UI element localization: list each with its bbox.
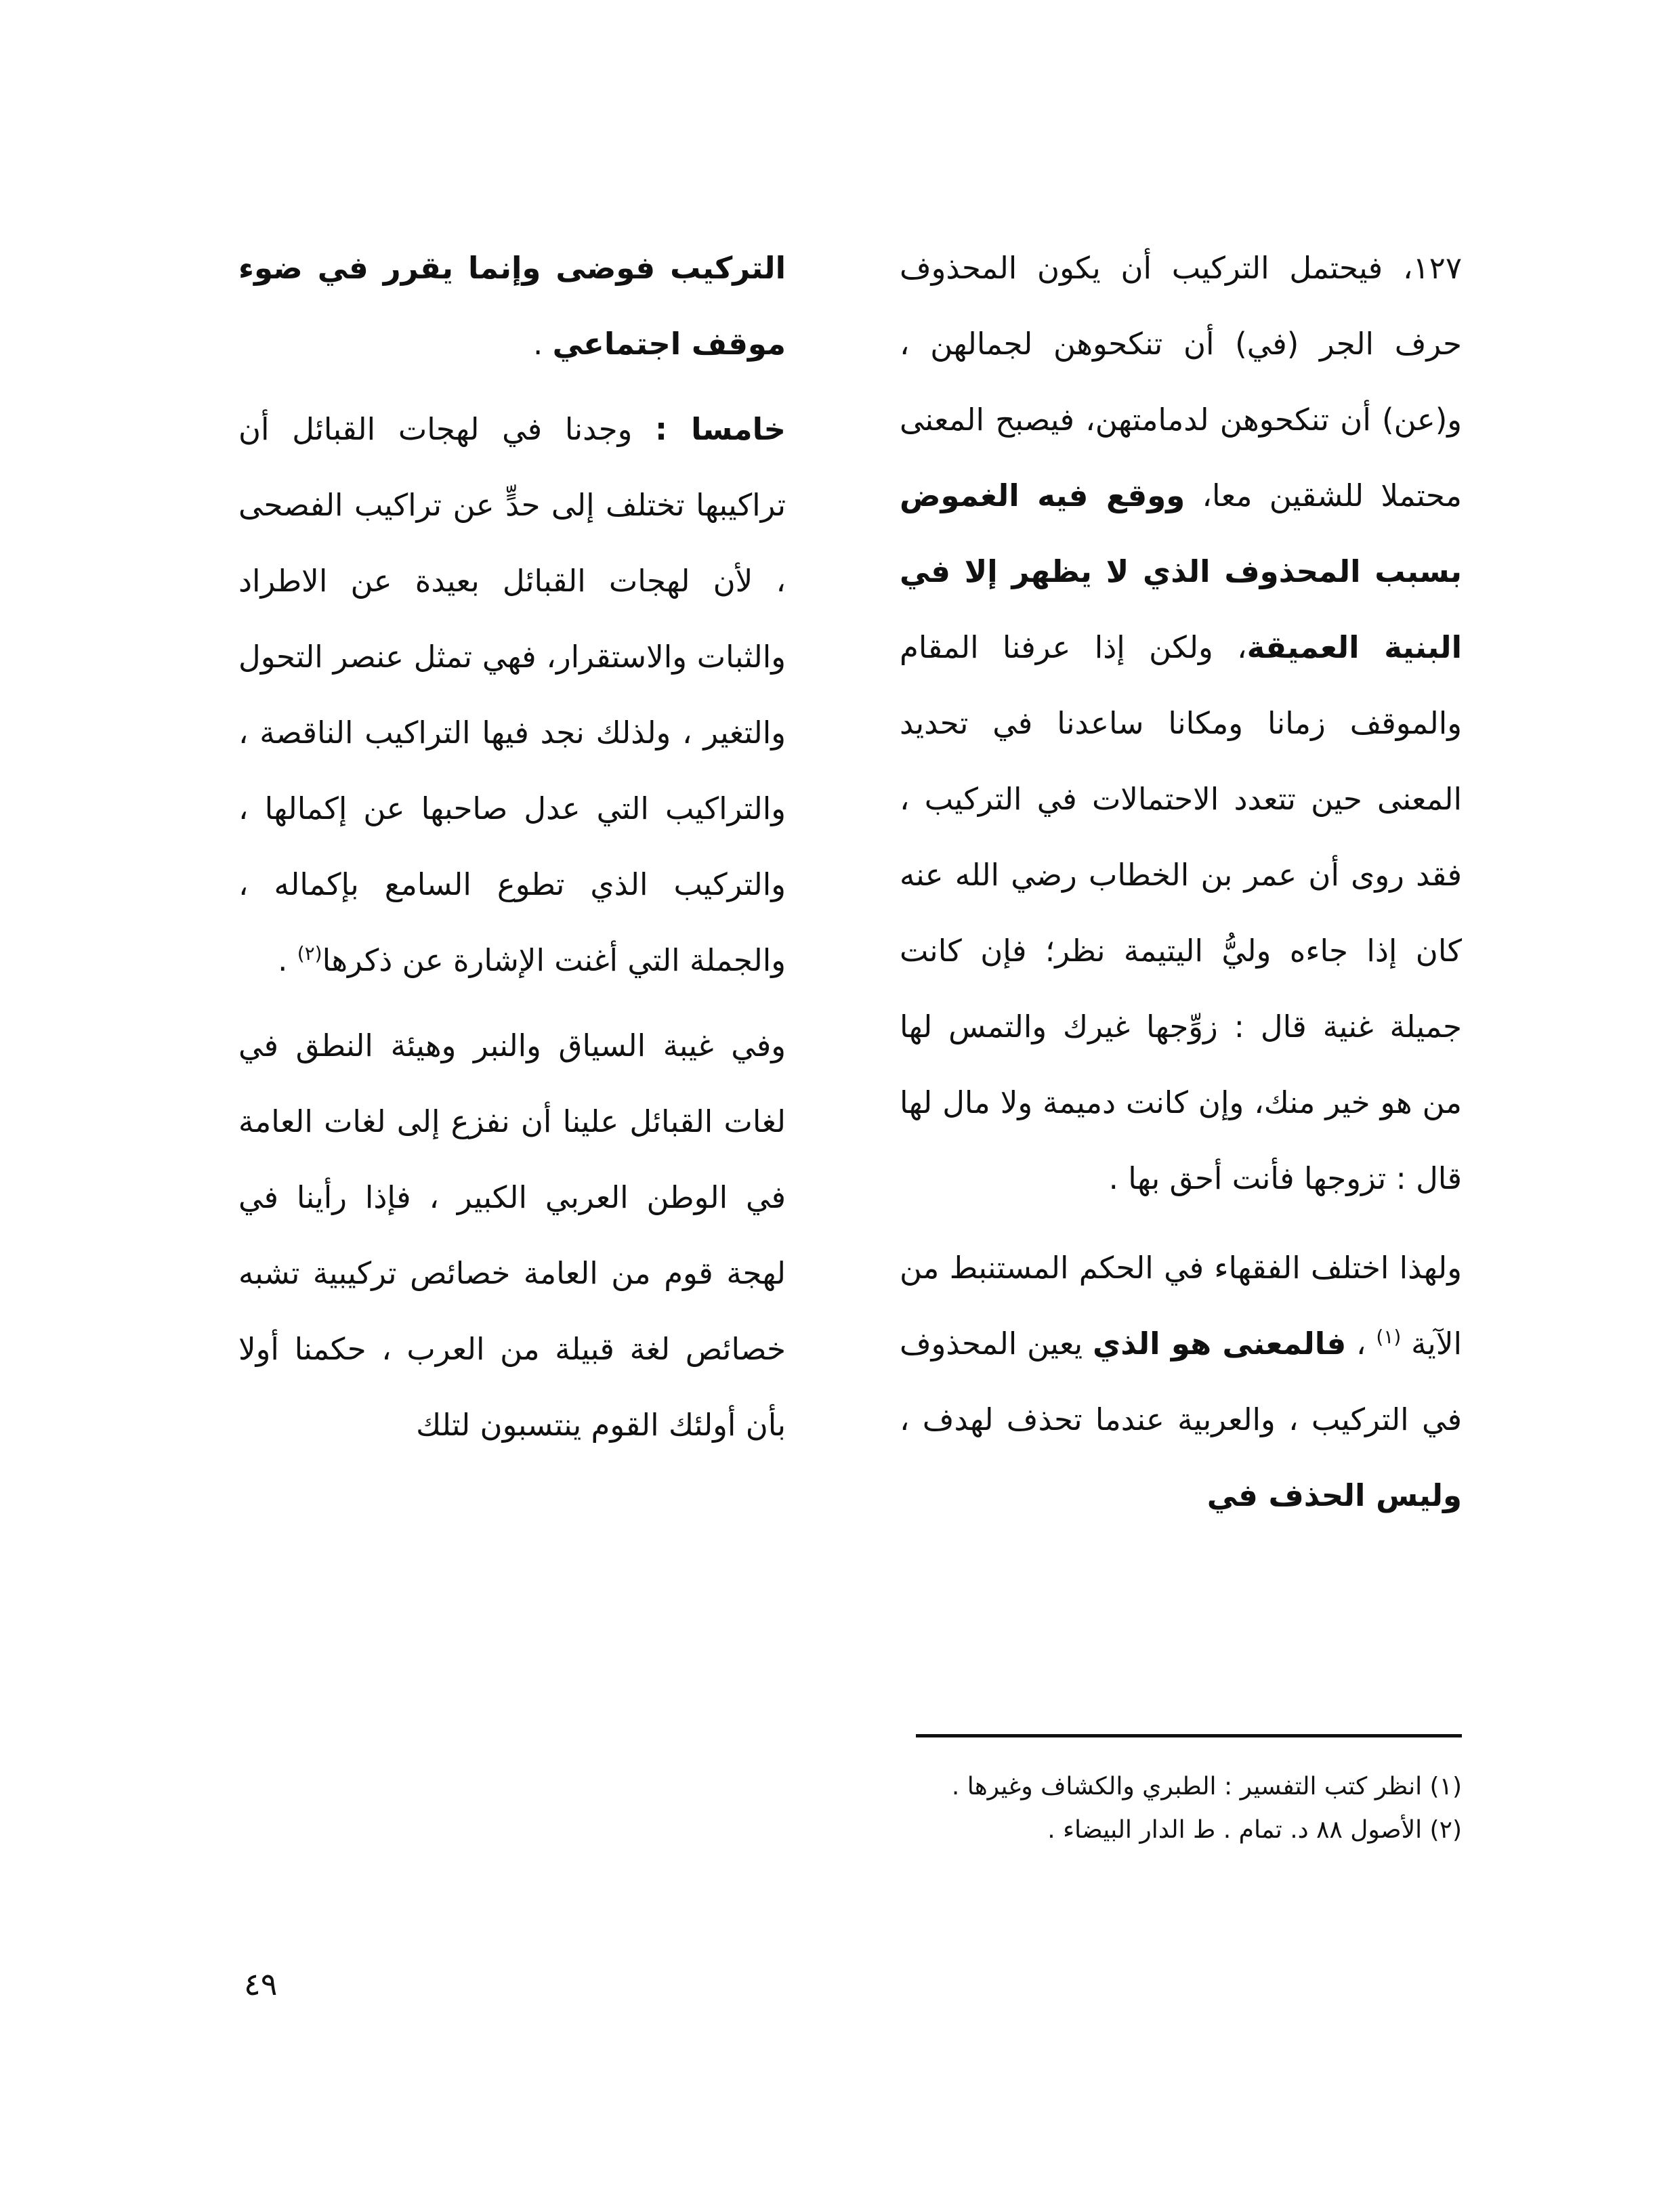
text-segment: ١٢٧، فيحتمل التركيب أن يكون المحذوف حرف الجر (في) أن تنكحوهن لجمالهن ، و(عن) أن تنكحوهن لدمامتهن، فيصبح المعنى محتملا للشقين معا، bbox=[900, 250, 1462, 513]
text-segment: ، bbox=[1346, 1326, 1377, 1362]
bold-text: ووقع فيه الغموض بسبب المحذوف الذي لا يظهر إلا في البنية العميقة bbox=[900, 478, 1462, 665]
bold-text: فالمعنى هو الذي bbox=[1093, 1326, 1347, 1362]
footnote-divider bbox=[916, 1734, 1462, 1737]
footnote-1: (١) انظر كتب التفسير : الطبري والكشاف وغيرها . bbox=[951, 1773, 1462, 1800]
footnote-ref: (٢) bbox=[297, 942, 322, 965]
page-number: ٤٩ bbox=[244, 1966, 278, 2002]
left-paragraph-1 bbox=[238, 230, 786, 382]
bold-text: وليس الحذف في bbox=[1206, 1477, 1462, 1513]
left-paragraph-2 bbox=[238, 392, 786, 998]
text-segment: وجدنا في لهجات القبائل أن تراكيبها تختلف إلى حدٍّ عن تراكيب الفصحى ، لأن لهجات القبائل بعيدة عن الاطراد والثبات والاستقرار، فهي تمثل عنصر التحول والتغير ، ولذلك نجد فيها التراكيب الناقصة ، والتراكيب التي عدل صاحبها عن إكمالها ، والتركيب الذي تطوع السامع بإكماله ، والجملة التي أغنت الإشارة عن ذكرها bbox=[238, 411, 786, 978]
footnotes bbox=[881, 1765, 1462, 1852]
text-segment: ، ولكن إذا عرفنا المقام والموقف زمانا ومكانا ساعدنا في تحديد المعنى حين تتعدد الاحتمالات في التركيب ، فقد روى أن عمر بن الخطاب رضي الله عنه كان إذا جاءه وليُّ اليتيمة نظر؛ فإن كانت جميلة غنية قال : زوِّجها غيرك والتمس لها من هو خير منك، وإن كانت دميمة ولا مال لها قال : تزوجها فأنت أحق بها . bbox=[900, 629, 1462, 1196]
text-segment: . bbox=[278, 942, 297, 978]
left-paragraph-3 bbox=[238, 1008, 786, 1463]
text-segment: ولهذا اختلف الفقهاء في الحكم المستنبط من الآية bbox=[900, 1250, 1462, 1362]
footnote-2: (٢) الأصول ٨٨ د. تمام . ط الدار البيضاء . bbox=[1047, 1816, 1462, 1844]
right-column bbox=[900, 230, 1462, 1534]
left-column bbox=[238, 230, 786, 1463]
right-paragraph-2 bbox=[900, 1230, 1462, 1534]
right-paragraph-1 bbox=[900, 230, 1462, 1217]
section-heading: خامسا : bbox=[655, 411, 786, 447]
text-segment: يعين المحذوف في التركيب ، والعربية عندما تحذف لهدف ، bbox=[900, 1326, 1462, 1437]
text-segment: وفي غيبة السياق والنبر وهيئة النطق في لغات القبائل علينا أن نفزع إلى لغات العامة في الوطن العربي الكبير ، فإذا رأينا في لهجة قوم من العامة خصائص تركيبية تشبه خصائص لغة قبيلة من العرب ، حكمنا أولا بأن أولئك القوم ينتسبون لتلك bbox=[238, 1028, 786, 1443]
footnote-ref: (١) bbox=[1376, 1326, 1402, 1348]
bold-text: التركيب فوضى وإنما يقرر في ضوء موقف اجتماعي bbox=[238, 250, 786, 362]
text-segment: . bbox=[533, 326, 553, 362]
